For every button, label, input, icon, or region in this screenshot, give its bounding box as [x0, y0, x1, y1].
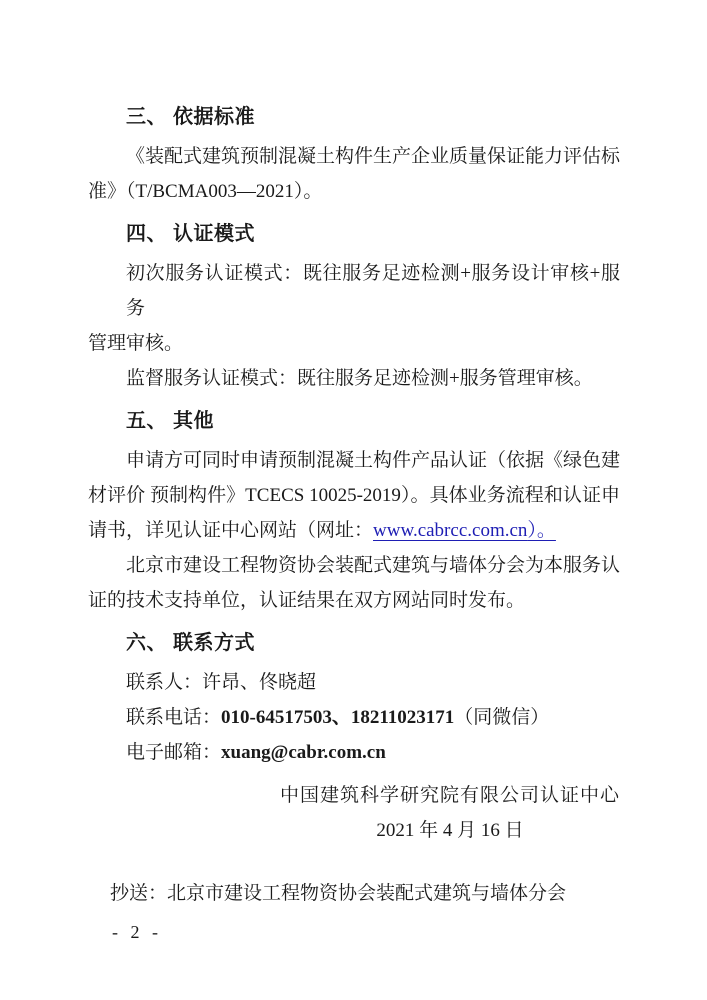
website-line-prefix: 请书，详见认证中心网站（网址：: [88, 520, 374, 541]
section-heading-standards: 三、 依据标准: [126, 106, 256, 128]
contact-person-value: 许昂、佟晓超: [202, 672, 317, 693]
contact-email-label: 电子邮箱：: [126, 742, 222, 763]
signature-date: 2021 年 4 月 16 日: [376, 820, 524, 841]
paragraph-technical-support: [88, 548, 620, 618]
section-heading-certification-mode: 四、 认证模式: [126, 223, 256, 245]
paragraph-line: 材评价 预制构件》TCECS 10025-2019）。具体业务流程和认证申: [88, 485, 620, 506]
paragraph-line: 北京市建设工程物资协会装配式建筑与墙体分会为本服务认: [126, 555, 621, 576]
paragraph-line: 初次服务认证模式：既往服务足迹检测+服务设计审核+服务: [126, 263, 620, 319]
paragraph-line: 证的技术支持单位，认证结果在双方网站同时发布。: [88, 590, 526, 611]
cc-recipients-line: 抄送：北京市建设工程物资协会装配式建筑与墙体分会: [110, 883, 567, 904]
contact-phone-value: 010-64517503、18211023171: [221, 707, 455, 728]
signature-organization: 中国建筑科学研究院有限公司认证中心: [279, 785, 620, 806]
document-body: [88, 100, 620, 911]
contact-email-value: xuang@cabr.com.cn: [221, 742, 386, 763]
signature-block: [280, 778, 620, 848]
paragraph-line: 管理审核。: [88, 333, 184, 354]
paragraph-other-application: [88, 443, 620, 548]
website-line-suffix: ）。: [527, 520, 556, 541]
paragraph-line-with-link: [88, 513, 620, 548]
contact-email-line: [88, 735, 620, 770]
paragraph-line: 准》（T/BCMA003—2021）。: [88, 181, 323, 202]
contact-phone-note: （同微信）: [454, 707, 550, 728]
paragraph-standards: [88, 139, 620, 209]
certification-center-website-link[interactable]: www.cabrcc.com.cn: [373, 520, 528, 541]
section-heading-contact: 六、 联系方式: [126, 632, 256, 654]
contact-phone-label: 联系电话：: [126, 707, 222, 728]
contact-person-label: 联系人：: [126, 672, 203, 693]
page-number: - 2 -: [112, 922, 162, 942]
paragraph-supervision-mode: [88, 361, 620, 396]
paragraph-line: 《装配式建筑预制混凝土构件生产企业质量保证能力评估标: [126, 146, 621, 167]
contact-phone-line: [88, 700, 620, 735]
contact-person-line: [88, 665, 620, 700]
paragraph-line: 申请方可同时申请预制混凝土构件产品认证（依据《绿色建: [126, 450, 621, 471]
section-heading-other: 五、 其他: [126, 410, 215, 432]
paragraph-initial-mode: [88, 256, 620, 361]
paragraph-line: 监督服务认证模式：既往服务足迹检测+服务管理审核。: [126, 368, 593, 389]
